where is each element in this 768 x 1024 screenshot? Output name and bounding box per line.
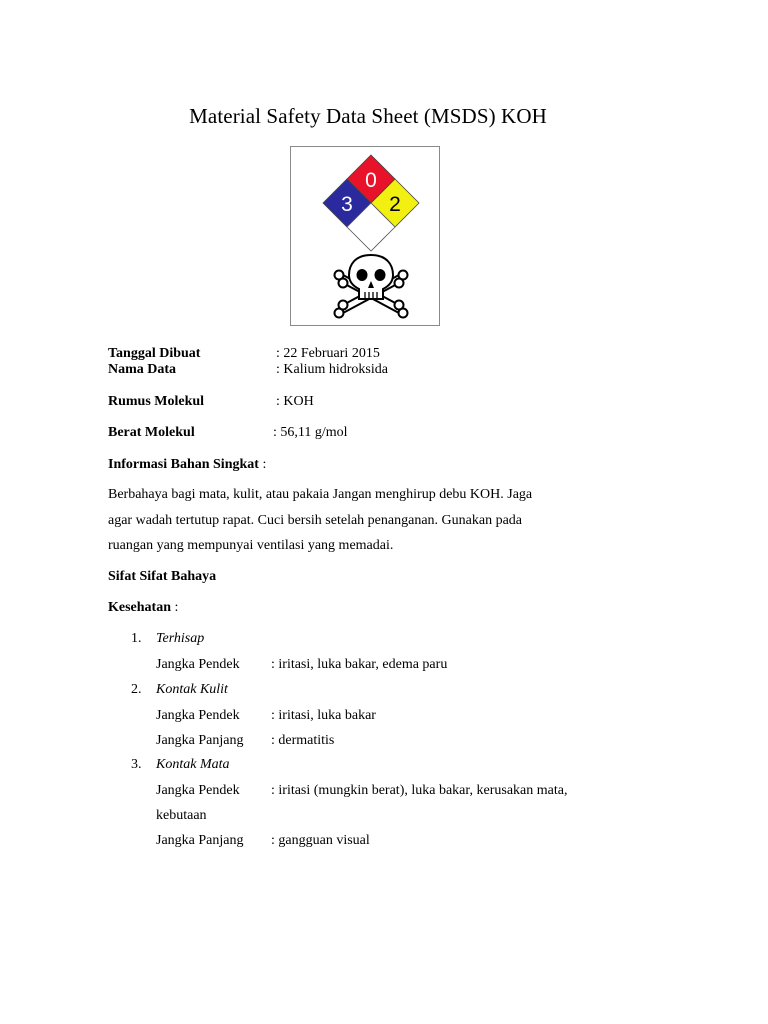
informasi-line-3: ruangan yang mempunyai ventilasi yang memadai. <box>108 538 394 553</box>
jangka-pendek-value: : iritasi (mungkin berat), luka bakar, kerusakan mata, <box>271 783 568 798</box>
list-item-title: Terhisap <box>156 631 205 646</box>
berat-value: : 56,11 g/mol <box>273 425 348 440</box>
informasi-line-1: Berbahaya bagi mata, kulit, atau pakaia Jangan menghirup debu KOH. Jaga <box>108 487 533 502</box>
list-item-title: Kontak Mata <box>156 757 230 772</box>
kesehatan-heading-row <box>108 600 178 616</box>
nama-value: : Kalium hidroksida <box>276 362 388 377</box>
sifat-heading: Sifat Sifat Bahaya <box>108 569 217 584</box>
jangka-pendek-label: Jangka Pendek <box>156 783 240 798</box>
jangka-panjang-label: Jangka Panjang <box>156 733 244 748</box>
informasi-heading: Informasi Bahan Singkat <box>108 457 259 472</box>
nfpa-health-value: 3 <box>341 193 353 216</box>
jangka-panjang-value: : dermatitis <box>271 733 335 748</box>
jangka-pendek-value: : iritasi, luka bakar <box>271 708 376 723</box>
list-item-number: 2. <box>131 682 142 697</box>
jangka-pendek-continuation: kebutaan <box>156 808 207 823</box>
list-item-number: 3. <box>131 757 142 772</box>
nfpa-reactivity-value: 2 <box>389 193 401 216</box>
informasi-heading-row <box>108 457 266 473</box>
rumus-value: : KOH <box>276 394 314 409</box>
jangka-pendek-label: Jangka Pendek <box>156 708 240 723</box>
tanggal-value: : 22 Februari 2015 <box>276 346 380 361</box>
list-item-number: 1. <box>131 631 142 646</box>
nfpa-diamond-and-skull <box>291 147 441 327</box>
kesehatan-colon: : <box>171 600 179 615</box>
hazard-symbol-panel <box>290 146 440 326</box>
berat-label: Berat Molekul <box>108 425 195 440</box>
jangka-panjang-label: Jangka Panjang <box>156 833 244 848</box>
rumus-label: Rumus Molekul <box>108 394 205 409</box>
skull-crossbones-icon <box>335 255 408 318</box>
jangka-panjang-value: : gangguan visual <box>271 833 370 848</box>
nfpa-flammability-value: 0 <box>365 169 377 192</box>
informasi-colon: : <box>258 457 267 472</box>
kesehatan-heading: Kesehatan <box>108 600 171 615</box>
jangka-pendek-value: : iritasi, luka bakar, edema paru <box>271 657 448 672</box>
jangka-pendek-label: Jangka Pendek <box>156 657 240 672</box>
document-title: Material Safety Data Sheet (MSDS) KOH <box>189 104 547 128</box>
list-item-title: Kontak Kulit <box>156 682 228 697</box>
tanggal-label: Tanggal Dibuat <box>108 346 201 361</box>
nama-label: Nama Data <box>108 362 177 377</box>
informasi-line-2: agar wadah tertutup rapat. Cuci bersih setelah penanganan. Gunakan pada <box>108 513 522 528</box>
